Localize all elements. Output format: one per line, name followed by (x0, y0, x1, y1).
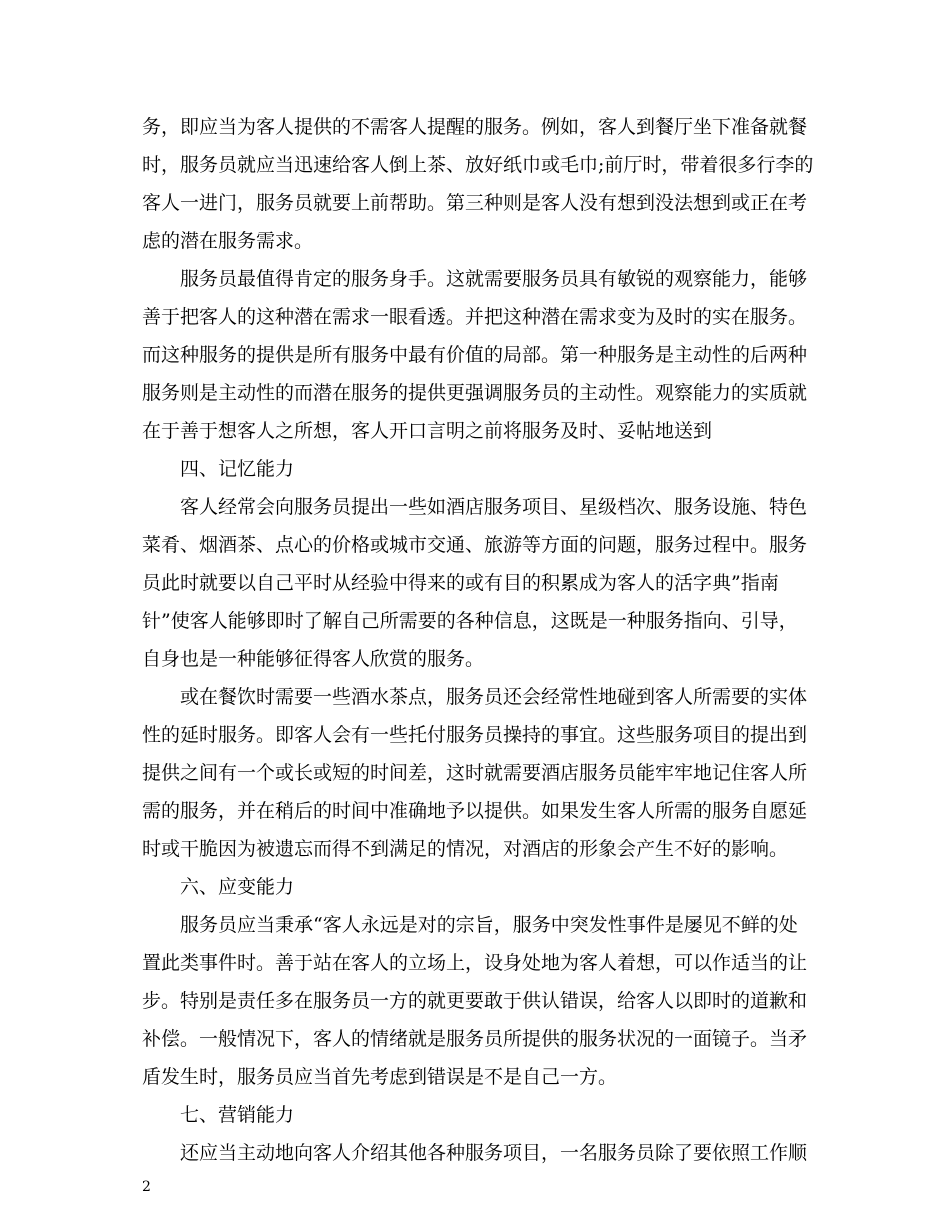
body-text-line: 需的服务，并在稍后的时间中准确地予以提供。如果发生客人所需的服务自愿延 (142, 800, 808, 822)
body-text-line: 虑的潜在服务需求。 (142, 230, 314, 252)
body-text-line: 置此类事件时。善于站在客人的立场上，设身处地为客人着想，可以作适当的让 (142, 952, 808, 974)
body-text-line: 性的延时服务。即客人会有一些托付服务员操持的事宜。这些服务项目的提出到 (142, 724, 808, 746)
body-text-line: 或在餐饮时需要一些酒水茶点，服务员还会经常性地碰到客人所需要的实体 (180, 686, 808, 708)
section-heading: 四、记忆能力 (180, 458, 295, 480)
body-text-line: 针”使客人能够即时了解自己所需要的各种信息，这既是一种服务指向、引导， (142, 610, 798, 632)
body-text-line: 服务员最值得肯定的服务身手。这就需要服务员具有敏锐的观察能力，能够 (180, 268, 808, 290)
body-text-line: 补偿。一般情况下，客人的情绪就是服务员所提供的服务状况的一面镜子。当矛 (142, 1028, 808, 1050)
body-text-line: 客人一进门，服务员就要上前帮助。第三种则是客人没有想到没法想到或正在考 (142, 192, 808, 214)
body-text-line: 时或干脆因为被遗忘而得不到满足的情况，对酒店的形象会产生不好的影响。 (142, 838, 789, 860)
page-number: 2 (142, 1179, 151, 1195)
body-text-line: 步。特别是责任多在服务员一方的就更要敢于供认错误，给客人以即时的道歉和 (142, 990, 808, 1012)
body-text-line: 服务则是主动性的而潜在服务的提供更强调服务员的主动性。观察能力的实质就 (142, 382, 808, 404)
body-text-line: 自身也是一种能够征得客人欣赏的服务。 (142, 648, 485, 670)
section-heading: 七、营销能力 (180, 1104, 295, 1126)
body-text-line: 善于把客人的这种潜在需求一眼看透。并把这种潜在需求变为及时的实在服务。 (142, 306, 808, 328)
body-text-line: 而这种服务的提供是所有服务中最有价值的局部。第一种服务是主动性的后两种 (142, 344, 808, 366)
body-text-line: 提供之间有一个或长或短的时间差，这时就需要酒店服务员能牢牢地记住客人所 (142, 762, 808, 784)
body-text-line: 还应当主动地向客人介绍其他各种服务项目，一名服务员除了要依照工作顺 (180, 1142, 808, 1164)
section-heading: 六、应变能力 (180, 876, 295, 898)
body-text-line: 菜肴、烟酒茶、点心的价格或城市交通、旅游等方面的问题，服务过程中。服务 (142, 534, 808, 556)
body-text-line: 盾发生时，服务员应当首先考虑到错误是不是自己一方。 (142, 1066, 618, 1088)
body-text-line: 务，即应当为客人提供的不需客人提醒的服务。例如，客人到餐厅坐下准备就餐 (142, 116, 808, 138)
body-text-line: 客人经常会向服务员提出一些如酒店服务项目、星级档次、服务设施、特色 (180, 496, 808, 518)
body-text-line: 服务员应当秉承“客人永远是对的宗旨，服务中突发性事件是屡见不鲜的处 (180, 914, 798, 936)
body-text-line: 在于善于想客人之所想，客人开口言明之前将服务及时、妥帖地送到 (142, 420, 713, 442)
body-text-line: 时，服务员就应当迅速给客人倒上茶、放好纸巾或毛巾;前厅时，带着很多行李的 (142, 154, 814, 176)
body-text-line: 员此时就要以自己平时从经验中得来的或有目的积累成为客人的活字典”指南 (142, 572, 779, 594)
